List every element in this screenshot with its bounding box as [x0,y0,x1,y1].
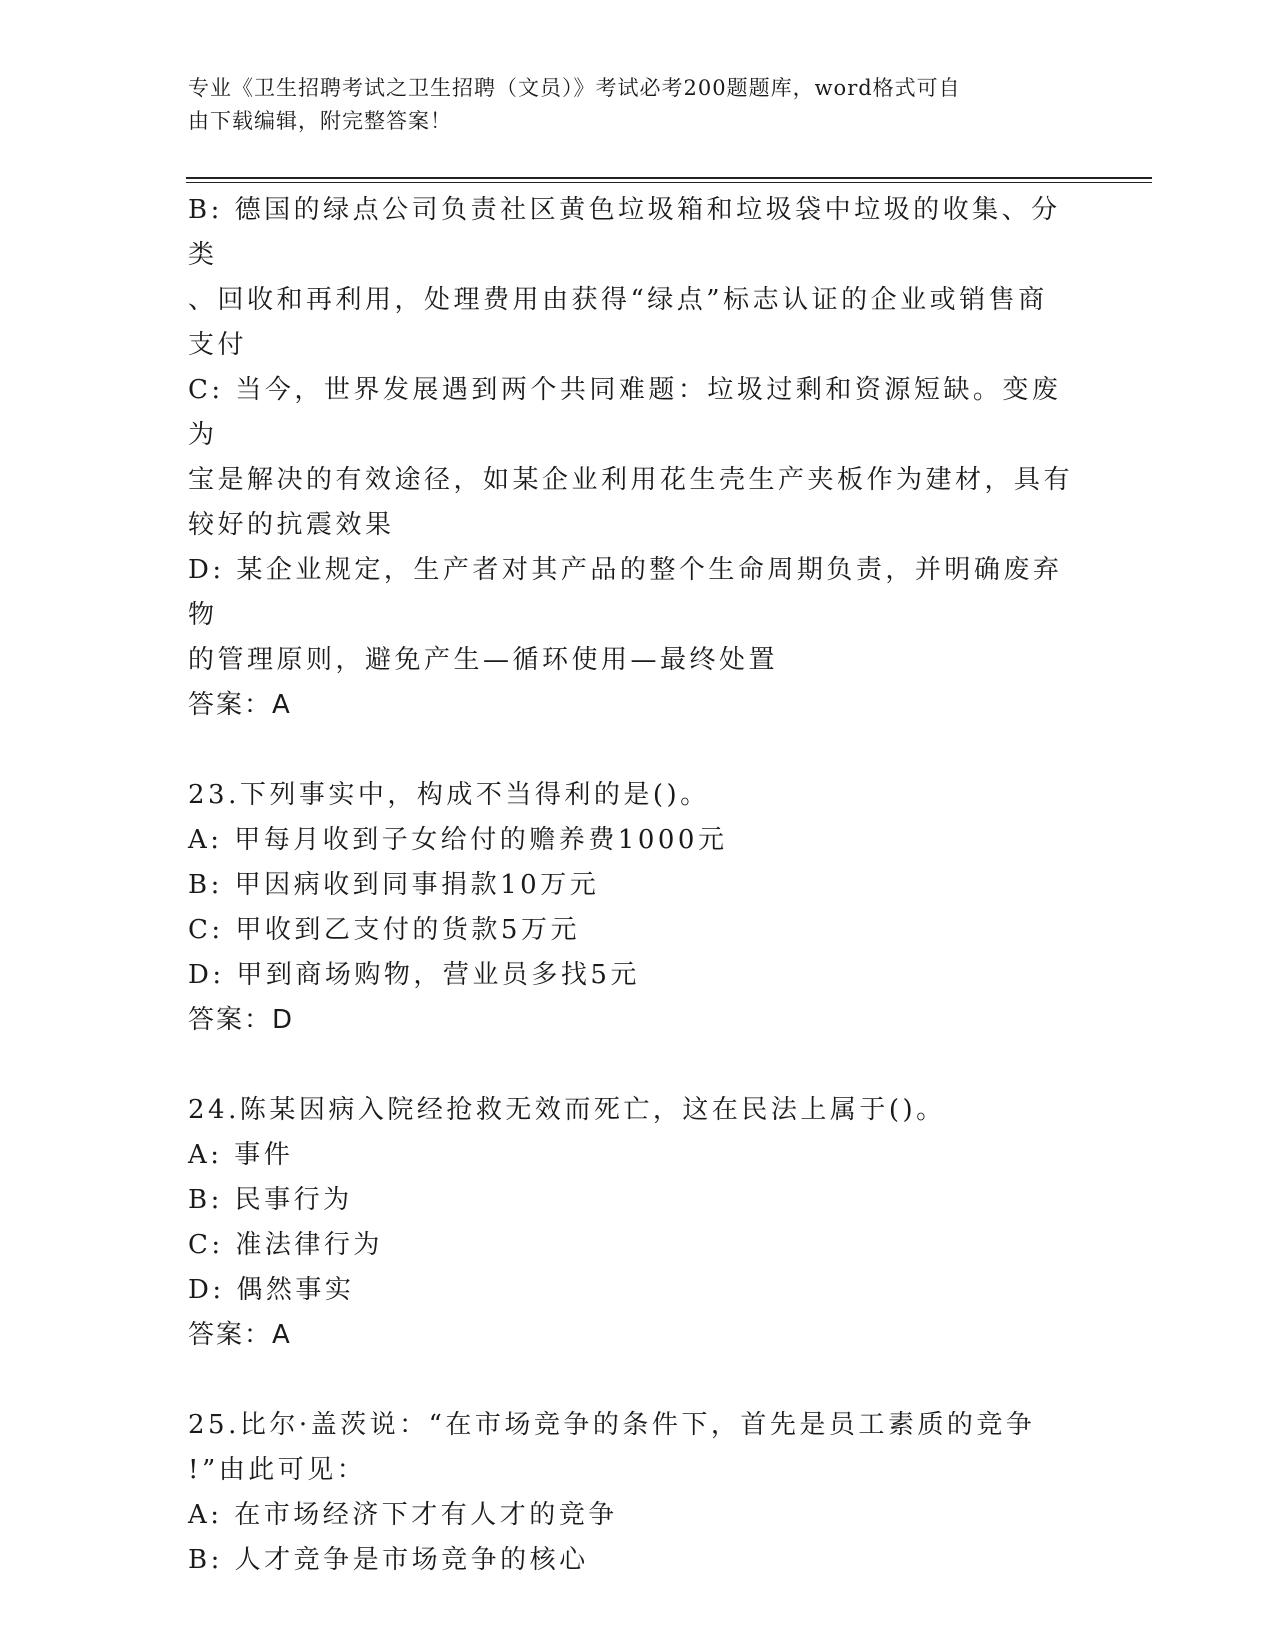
question-stem-line-2: !”由此可见： [188,1455,367,1485]
option-c-line-3: 较好的抗震效果 [188,510,395,540]
option-d-line-2: 的管理原则，避免产生—循环使用—最终处置 [188,645,779,675]
question-23 [188,773,1088,1043]
option-c: C: 准法律行为 [188,1230,383,1260]
header-line-2: 由下载编辑，附完整答案！ [188,109,452,133]
option-a: A: 事件 [188,1140,294,1170]
option-b: B: 人才竞争是市场竞争的核心 [188,1545,589,1575]
document-header [188,72,1068,138]
option-b: B: 甲因病收到同事捐款10万元 [188,870,600,900]
prev-question [188,188,1088,728]
question-25 [188,1403,1088,1583]
question-content [188,188,1088,1583]
answer: 答案：A [188,690,292,720]
answer: 答案：A [188,1320,292,1350]
option-d: D: 偶然事实 [188,1275,355,1305]
option-c: C: 甲收到乙支付的货款5万元 [188,915,580,945]
answer: 答案：D [188,1005,295,1035]
question-stem-line-1: 25.比尔·盖茨说：“在市场竞争的条件下，首先是员工素质的竞争 [188,1410,1036,1440]
header-line-1: 专业《卫生招聘考试之卫生招聘（文员）》考试必考200题题库，word格式可自 [188,76,961,100]
option-d: D: 甲到商场购物，营业员多找5元 [188,960,640,990]
option-d-line-1: D: 某企业规定，生产者对其产品的整个生命周期负责，并明确废弃物 [188,555,1063,630]
option-b-line-3: 支付 [188,330,248,360]
option-a: A: 甲每月收到子女给付的赡养费1000元 [188,825,728,855]
option-b-line-1: B: 德国的绿点公司负责社区黄色垃圾箱和垃圾袋中垃圾的收集、分类 [188,195,1061,270]
question-stem: 24.陈某因病入院经抢救无效而死亡，这在民法上属于()。 [188,1095,946,1125]
header-rule-thick [186,177,1152,179]
spacer [188,1358,1088,1403]
option-b: B: 民事行为 [188,1185,353,1215]
spacer [188,728,1088,773]
header-rule-thin [186,182,1152,183]
option-b-line-2: 、回收和再利用，处理费用由获得“绿点”标志认证的企业或销售商 [188,285,1048,315]
question-stem: 23.下列事实中，构成不当得利的是()。 [188,780,710,810]
option-c-line-1: C: 当今，世界发展遇到两个共同难题：垃圾过剩和资源短缺。变废为 [188,375,1062,450]
spacer [188,1043,1088,1088]
question-24 [188,1088,1088,1358]
option-a: A: 在市场经济下才有人才的竞争 [188,1500,618,1530]
option-c-line-2: 宝是解决的有效途径，如某企业利用花生壳生产夹板作为建材，具有 [188,465,1074,495]
